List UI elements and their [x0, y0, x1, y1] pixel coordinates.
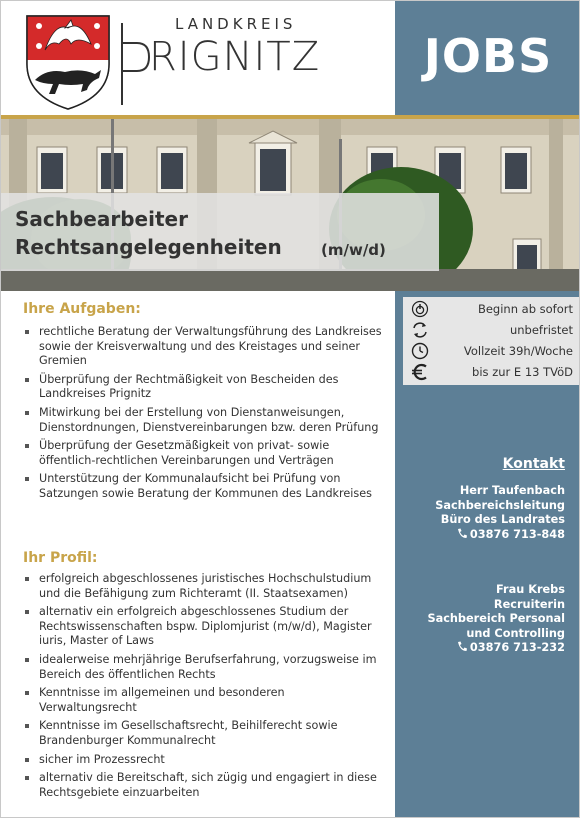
- profile-heading: Ihr Profil:: [23, 550, 98, 566]
- job-title-gender: (m/w/d): [321, 241, 386, 259]
- contact-department: Sachbereich Personal: [427, 612, 565, 626]
- fact-duration: unbefristet: [403, 320, 579, 340]
- fact-hours: Vollzeit 39h/Woche: [403, 341, 579, 361]
- tasks-list: [23, 325, 383, 506]
- job-title-line1: Sachbearbeiter: [15, 207, 188, 231]
- list-item: alternativ ein erfolgreich abgeschlossenes Studium der Rechtswissenschaften bspw. Diplomjurist (m/w/d), Magister iuris, Master of Laws: [23, 605, 383, 649]
- list-item: Kenntnisse im allgemeinen und besonderen Verwaltungsrecht: [23, 686, 383, 715]
- contact-phone[interactable]: 03876 713-232: [427, 641, 565, 656]
- contact-person-1: [435, 484, 565, 542]
- tasks-heading: Ihre Aufgaben:: [23, 301, 141, 317]
- jobs-banner: [395, 1, 580, 116]
- logo-p-letter-icon: [119, 21, 151, 107]
- contact-phone[interactable]: 03876 713-848: [435, 528, 565, 543]
- contact-name: Herr Taufenbach: [459, 484, 565, 497]
- contact-person-2: [427, 583, 565, 656]
- profile-list: [23, 572, 383, 804]
- coat-of-arms-icon: [25, 14, 111, 111]
- phone-icon: [457, 641, 467, 652]
- power-icon: [411, 300, 429, 318]
- contact-role: Sachbereichsleitung: [435, 498, 565, 512]
- district-logo: [119, 15, 329, 105]
- list-item: Unterstützung der Kommunalaufsicht bei Prüfung von Satzungen sowie Beratung der Kommunen des Landkreises: [23, 472, 383, 501]
- contact-department: Büro des Landrates: [440, 513, 565, 527]
- contact-heading: Kontakt: [502, 456, 565, 472]
- logo-top-text: LANDKREIS: [175, 15, 297, 33]
- header: [1, 1, 580, 116]
- list-item: Überprüfung der Gesetzmäßigkeit von privat- sowie öffentlich-rechtlichen Vereinbarungen und Verträgen: [23, 439, 383, 468]
- jobs-title: JOBS: [423, 29, 553, 83]
- contact-role: Recruiterin: [493, 597, 565, 611]
- facts-box: [403, 297, 579, 385]
- list-item: erfolgreich abgeschlossenes juristisches Hochschulstudium und die Befähigung zum Richteramt (II. Staatsexamen): [23, 572, 383, 601]
- contact-name: Frau Krebs: [496, 583, 565, 596]
- fact-start: Beginn ab sofort: [403, 299, 579, 319]
- clock-icon: [411, 342, 429, 360]
- list-item: rechtliche Beratung der Verwaltungsführung des Landkreises sowie der Kreisverwaltung und des Kreistages und seiner Gremien: [23, 325, 383, 369]
- fact-salary: bis zur E 13 TVöD: [403, 362, 579, 382]
- refresh-icon: [411, 321, 429, 339]
- list-item: idealerweise mehrjährige Berufserfahrung, vorzugsweise im Bereich des öffentlichen Rechts: [23, 653, 383, 682]
- list-item: sicher im Prozessrecht: [23, 753, 383, 768]
- phone-icon: [457, 528, 467, 539]
- logo-main-text: RIGNITZ: [149, 34, 321, 80]
- list-item: alternativ die Bereitschaft, sich zügig und engagiert in diese Rechtsgebiete einzuarbeiten: [23, 771, 383, 800]
- list-item: Kenntnisse im Gesellschaftsrecht, Beihilferecht sowie Brandenburger Kommunalrecht: [23, 719, 383, 748]
- list-item: Mitwirkung bei der Erstellung von Dienstanweisungen, Dienstordnungen, Dienstvereinbarungen bzw. deren Prüfung: [23, 406, 383, 435]
- job-title-line2: Rechtsangelegenheiten: [15, 235, 282, 259]
- list-item: Überprüfung der Rechtmäßigkeit von Bescheiden des Landkreises Prignitz: [23, 373, 383, 402]
- contact-department-2: und Controlling: [466, 626, 565, 640]
- job-title-box: [1, 193, 439, 271]
- euro-icon: [411, 363, 429, 381]
